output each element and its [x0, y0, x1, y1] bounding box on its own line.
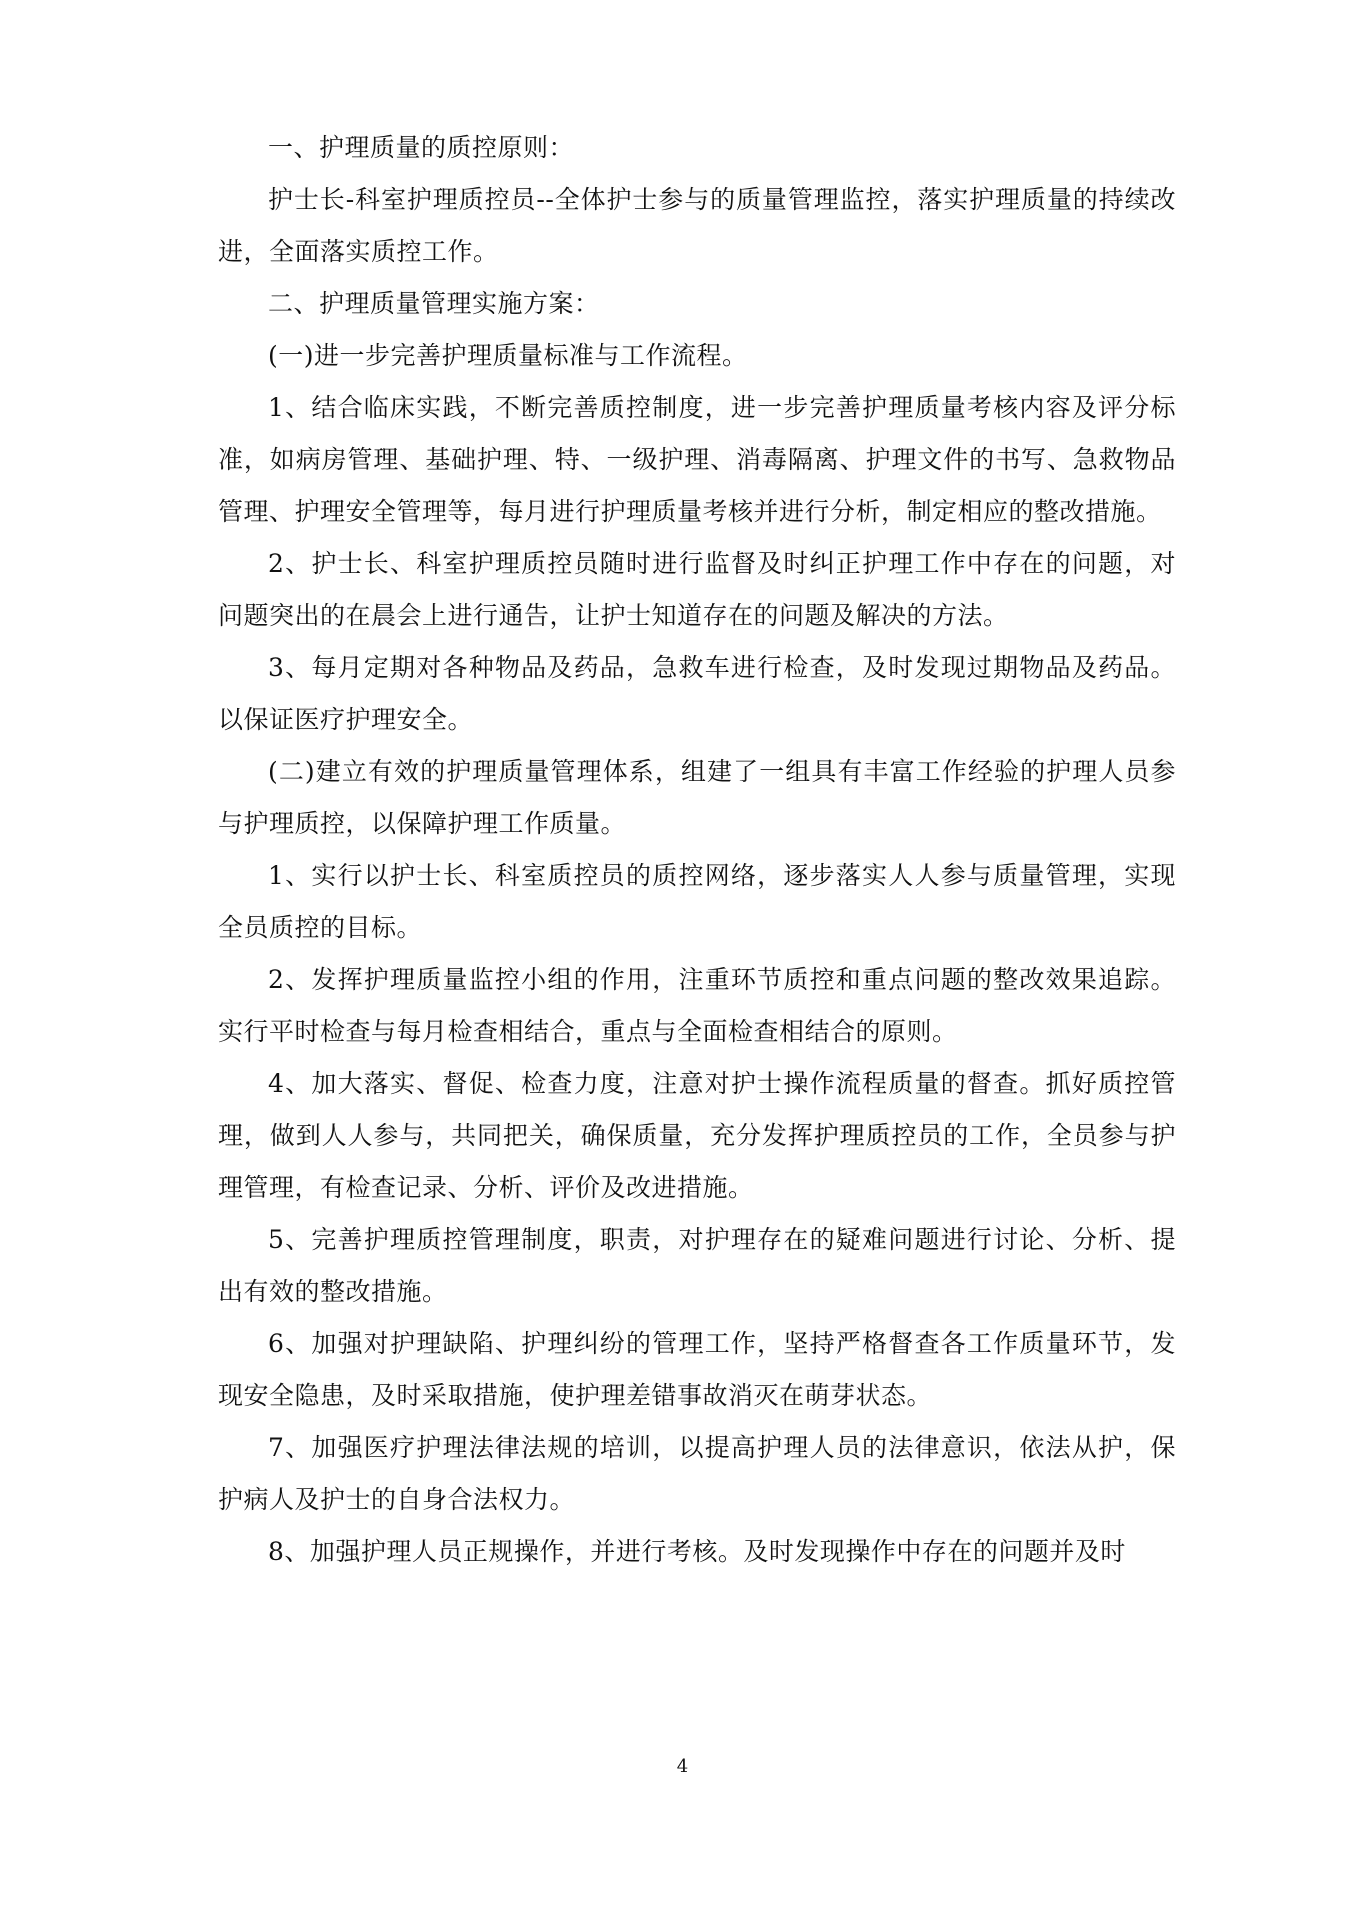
paragraph-item: 1、结合临床实践，不断完善质控制度，进一步完善护理质量考核内容及评分标准，如病房管理、基础护理、特、一级护理、消毒隔离、护理文件的书写、急救物品管理、护理安全管理等，每月进行护理质量考核并进行分析，制定相应的整改措施。: [218, 393, 1176, 526]
paragraph-quality-principle-heading: 一、护理质量的质控原则：: [268, 133, 575, 162]
document-body: [218, 122, 1176, 1578]
paragraph-item: 7、加强医疗护理法律法规的培训，以提高护理人员的法律意识，依法从护，保护病人及护士的自身合法权力。: [218, 1433, 1176, 1514]
paragraph-item: 6、加强对护理缺陷、护理纠纷的管理工作，坚持严格督查各工作质量环节，发现安全隐患，及时采取措施，使护理差错事故消灭在萌芽状态。: [218, 1329, 1176, 1410]
paragraph-item: 4、加大落实、督促、检查力度，注意对护士操作流程质量的督查。抓好质控管理，做到人人参与，共同把关，确保质量，充分发挥护理质控员的工作，全员参与护理管理，有检查记录、分析、评价及改进措施。: [218, 1069, 1176, 1202]
paragraph-section-two-heading: (二)建立有效的护理质量管理体系，组建了一组具有丰富工作经验的护理人员参与护理质控，以保障护理工作质量。: [218, 757, 1176, 838]
paragraph-item: 2、发挥护理质量监控小组的作用，注重环节质控和重点问题的整改效果追踪。实行平时检查与每月检查相结合，重点与全面检查相结合的原则。: [218, 965, 1176, 1046]
page-number: 4: [676, 1756, 689, 1777]
paragraph-item: 8、加强护理人员正规操作，并进行考核。及时发现操作中存在的问题并及时: [268, 1537, 1126, 1566]
paragraph-quality-principle: 护士长-科室护理质控员--全体护士参与的质量管理监控，落实护理质量的持续改进，全面落实质控工作。: [218, 185, 1176, 266]
paragraph-implementation-heading: 二、护理质量管理实施方案：: [268, 289, 600, 318]
paragraph-item: 1、实行以护士长、科室质控员的质控网络，逐步落实人人参与质量管理，实现全员质控的目标。: [218, 861, 1176, 942]
paragraph-section-one-heading: (一)进一步完善护理质量标准与工作流程。: [268, 341, 748, 370]
paragraph-item: 3、每月定期对各种物品及药品，急救车进行检查，及时发现过期物品及药品。以保证医疗护理安全。: [218, 653, 1176, 734]
paragraph-item: 5、完善护理质控管理制度，职责，对护理存在的疑难问题进行讨论、分析、提出有效的整改措施。: [218, 1225, 1176, 1306]
paragraph-item: 2、护士长、科室护理质控员随时进行监督及时纠正护理工作中存在的问题，对问题突出的在晨会上进行通告，让护士知道存在的问题及解决的方法。: [218, 549, 1176, 630]
